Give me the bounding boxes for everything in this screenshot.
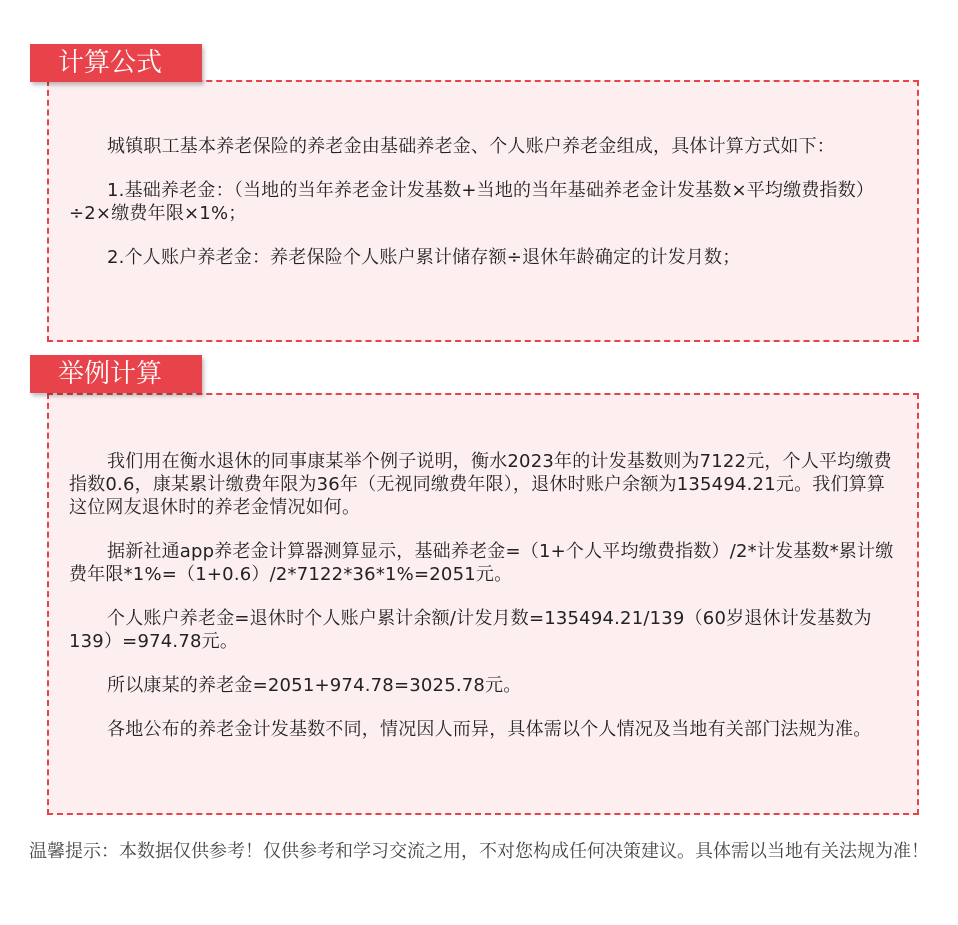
disclaimer-text: 温馨提示：本数据仅供参考！仅供参考和学习交流之用，不对您构成任何决策建议。具体需以当地有关法规为准！: [29, 841, 929, 862]
formula-box: [47, 80, 919, 342]
example-paragraph-4: 所以康某的养老金=2051+974.78=3025.78元。: [107, 675, 522, 696]
example-paragraph-5: 各地公布的养老金计发基数不同，情况因人而异，具体需以个人情况及当地有关部门法规为准。: [107, 719, 872, 740]
example-paragraph-2: 据新社通app养老金计算器测算显示，基础养老金=（1+个人平均缴费指数）/2*计发基数*累计缴费年限*1%=（1+0.6）/2*7122*36*1%=2051元。: [69, 541, 894, 585]
formula-paragraph-3: 2.个人账户养老金：养老保险个人账户累计储存额÷退休年龄确定的计发月数；: [107, 247, 741, 268]
formula-paragraph-1: 城镇职工基本养老保险的养老金由基础养老金、个人账户养老金组成，具体计算方式如下：: [107, 136, 835, 157]
formula-paragraph-2: 1.基础养老金：（当地的当年养老金计发基数+当地的当年基础养老金计发基数×平均缴费指数）÷2×缴费年限×1%；: [69, 180, 875, 224]
formula-section-title: 计算公式: [30, 44, 202, 82]
example-section-title: 举例计算: [30, 355, 202, 393]
example-paragraph-1: 我们用在衡水退休的同事康某举个例子说明，衡水2023年的计发基数则为7122元，个人平均缴费指数0.6，康某累计缴费年限为36年（无视同缴费年限），退休时账户余额为135494.21元。我们算算这位网友退休时的养老金情况如何。: [69, 451, 892, 518]
example-box: [47, 393, 919, 815]
example-paragraph-3: 个人账户养老金=退休时个人账户累计余额/计发月数=135494.21/139（60岁退休计发基数为139）=974.78元。: [69, 608, 872, 652]
